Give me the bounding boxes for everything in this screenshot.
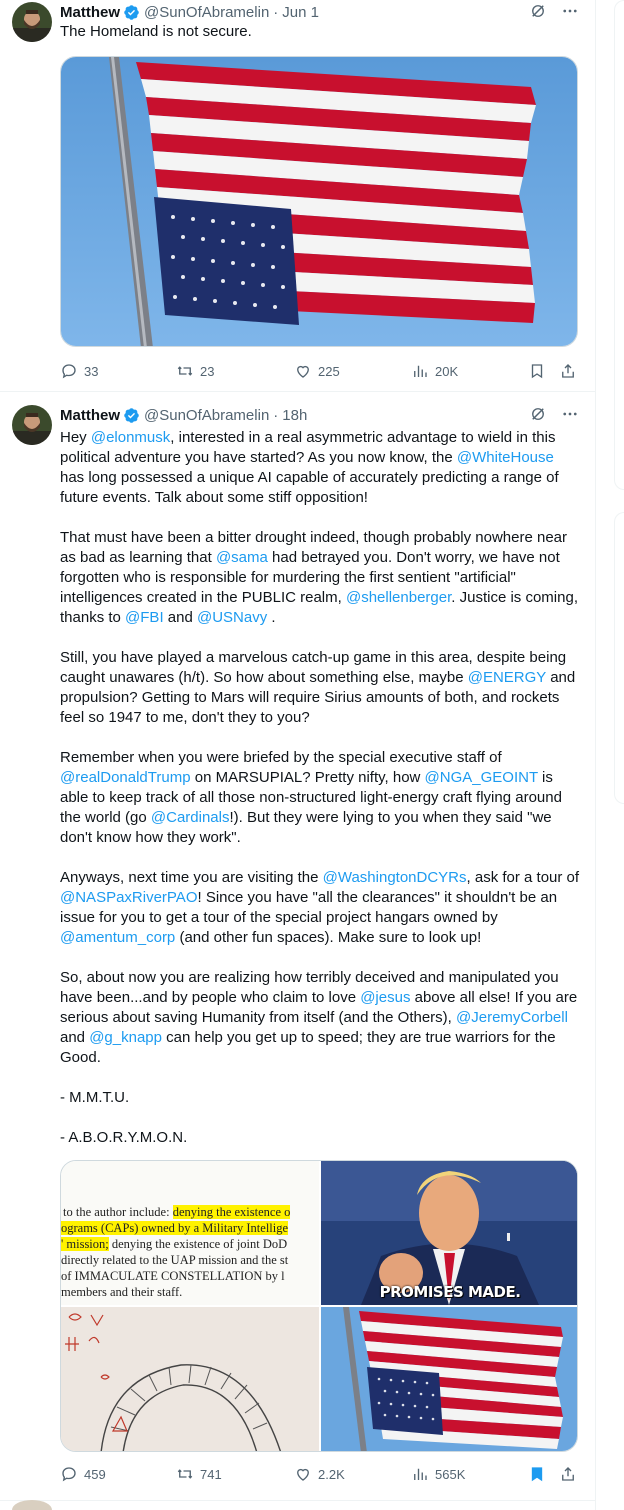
retweet-button[interactable] xyxy=(176,362,214,380)
media-flag-image[interactable] xyxy=(321,1307,578,1452)
sidebar-panel-edge xyxy=(614,512,624,804)
text-segment: and xyxy=(163,609,197,626)
bookmark-button[interactable] xyxy=(528,1465,546,1483)
mention-link[interactable]: @g_knapp xyxy=(89,1029,162,1046)
document-line xyxy=(61,1237,287,1252)
text-segment: of IMMACULATE CONSTELLATION by l xyxy=(61,1269,285,1283)
views-button[interactable] xyxy=(411,362,458,380)
reply-count: 459 xyxy=(84,1466,106,1482)
media-document-excerpt[interactable] xyxy=(61,1161,319,1305)
next-tweet-avatar[interactable] xyxy=(12,1500,52,1510)
heart-icon xyxy=(294,362,312,380)
document-line xyxy=(61,1221,288,1236)
like-count: 225 xyxy=(318,363,340,379)
tweet-paragraph xyxy=(60,648,580,728)
like-button[interactable] xyxy=(294,1465,345,1483)
reply-icon xyxy=(60,1465,78,1483)
mention-link[interactable]: @shellenberger xyxy=(345,589,452,606)
tweet-paragraph xyxy=(60,968,580,1068)
text-segment: ! Since you have "all the clearances" it shouldn't be an issue for you to get a tour of the special project hangars owned by xyxy=(60,889,558,926)
avatar[interactable] xyxy=(12,2,52,42)
tweet[interactable] xyxy=(0,393,595,1501)
tweet-text xyxy=(60,428,580,1148)
mention-link[interactable]: @Cardinals xyxy=(150,809,230,826)
tweet[interactable] xyxy=(0,0,595,392)
author-name[interactable]: Matthew xyxy=(60,3,120,21)
reply-icon xyxy=(60,362,78,380)
tweet-paragraph xyxy=(60,1128,580,1148)
text-segment: , ask for a tour of xyxy=(466,869,580,886)
tweet-paragraph xyxy=(60,868,580,948)
text-segment: - M.M.T.U. xyxy=(60,1089,130,1106)
document-line xyxy=(63,1205,290,1220)
tweet-paragraph xyxy=(60,528,580,628)
highlighted-text: ' mission; xyxy=(61,1237,109,1251)
sidebar-panel-edge xyxy=(614,0,624,490)
share-button[interactable] xyxy=(559,362,577,380)
text-segment: That must have been a bitter drought indeed, though probably nowhere near as bad as learning that xyxy=(60,529,568,566)
document-line xyxy=(61,1253,288,1268)
text-segment: So, about now you are realizing how terribly deceived and manipulated you have been...and by people who claim to love xyxy=(60,969,559,1006)
bookmark-button[interactable] xyxy=(528,362,546,380)
separator: · xyxy=(273,3,279,21)
highlighted-text: denying the existence o xyxy=(172,1205,291,1219)
grok-icon[interactable] xyxy=(529,2,547,20)
document-line xyxy=(61,1269,285,1284)
retweet-icon xyxy=(176,362,194,380)
text-segment: can help you get up to speed; they are true warriors for the Good. xyxy=(60,1029,556,1066)
like-button[interactable] xyxy=(294,362,340,380)
share-icon xyxy=(559,362,577,380)
text-segment: !). But they were lying to you when they said "we don't know how they work". xyxy=(60,809,552,846)
mention-link[interactable]: @NGA_GEOINT xyxy=(424,769,538,786)
mention-link[interactable]: @USNavy xyxy=(196,609,268,626)
bookmark-icon xyxy=(528,362,546,380)
text-segment: had betrayed you. Don't worry, we have not forgotten who is responsible for murdering the first sentient "artificial" intelligences created in the PUBLIC realm, xyxy=(60,549,560,606)
mention-link[interactable]: @WashingtonDCYRs xyxy=(322,869,467,886)
upside-down-flag-image xyxy=(61,57,578,347)
mention-link[interactable]: @WhiteHouse xyxy=(456,449,554,466)
text-segment: , interested in a real asymmetric advantage to wield in this political adventure you have started? As you now know, the xyxy=(60,429,556,466)
text-segment: - A.B.O.R.Y.M.O.N. xyxy=(60,1129,188,1146)
text-segment: Anyways, next time you are visiting the xyxy=(60,869,323,886)
tweet-actions xyxy=(60,361,580,381)
mention-link[interactable]: @FBI xyxy=(125,609,164,626)
text-segment: . Justice is coming, thanks to xyxy=(60,589,578,626)
text-segment: is able to keep track of all those non-structured light-energy craft flying around the world (go xyxy=(60,769,562,826)
document-line xyxy=(61,1285,182,1300)
timestamp[interactable]: Jun 1 xyxy=(282,3,319,21)
grok-icon[interactable] xyxy=(529,405,547,423)
verified-badge-icon xyxy=(123,407,140,424)
share-icon xyxy=(559,1465,577,1483)
text-segment: and xyxy=(60,1029,90,1046)
text-segment: members and their staff. xyxy=(61,1285,183,1299)
verified-badge-icon xyxy=(123,4,140,21)
text-segment: on MARSUPIAL? Pretty nifty, how xyxy=(190,769,425,786)
retweet-icon xyxy=(176,1465,194,1483)
mention-link[interactable]: @JeremyCorbell xyxy=(456,1009,568,1026)
mention-link[interactable]: @amentum_corp xyxy=(60,929,176,946)
reply-count: 33 xyxy=(84,363,99,379)
text-segment: and propulsion? Getting to Mars will require Sirius amounts of both, and rockets feel so 1947 to me, don't they to you? xyxy=(60,669,576,726)
tweet-media-grid xyxy=(60,1160,578,1452)
views-button[interactable] xyxy=(411,1465,465,1483)
glyph-ring-sketch xyxy=(61,1307,319,1452)
tweet-header xyxy=(60,2,579,22)
avatar[interactable] xyxy=(12,405,52,445)
text-segment: Remember when you were briefed by the special executive staff of xyxy=(60,749,502,766)
tweet-header xyxy=(60,405,579,425)
meme-caption: PROMISES MADE. xyxy=(379,1283,521,1301)
mention-link[interactable]: @elonmusk xyxy=(90,429,171,446)
tweet-paragraph xyxy=(60,748,580,848)
author-handle[interactable]: @SunOfAbramelin xyxy=(144,3,270,21)
author-name[interactable]: Matthew xyxy=(60,406,120,424)
text-segment: directly related to the UAP mission and the st xyxy=(61,1253,289,1267)
timestamp[interactable]: 18h xyxy=(282,406,308,424)
views-chart-icon xyxy=(411,1465,429,1483)
author-handle[interactable]: @SunOfAbramelin xyxy=(144,406,270,424)
text-segment: Still, you have played a marvelous catch-up game in this area, despite being caught unawares (h/t). So how about something else, maybe xyxy=(60,649,567,686)
heart-icon xyxy=(294,1465,312,1483)
more-options-icon[interactable] xyxy=(561,2,579,20)
media-sketch-image[interactable] xyxy=(61,1307,319,1452)
view-count: 565K xyxy=(435,1466,466,1482)
media-meme-image[interactable] xyxy=(321,1161,578,1305)
view-count: 20K xyxy=(435,363,459,379)
retweet-count: 23 xyxy=(200,363,215,379)
mention-link[interactable]: @NASPaxRiverPAO xyxy=(60,889,198,906)
text-segment: has long possessed a unique AI capable of accurately predicting a range of future events. Talk about some stiff opposition! xyxy=(60,469,559,506)
views-chart-icon xyxy=(411,362,429,380)
text-segment: above all else! If you are serious about saving Humanity from itself (and the Others), xyxy=(60,989,578,1026)
like-count: 2.2K xyxy=(318,1466,345,1482)
text-segment: to the author include: xyxy=(63,1205,173,1219)
mention-link[interactable]: @sama xyxy=(215,549,268,566)
highlighted-text: ograms (CAPs) owned by a Military Intellige xyxy=(61,1221,289,1235)
more-options-icon[interactable] xyxy=(561,405,579,423)
text-segment: denying the existence of joint DoD xyxy=(108,1237,288,1251)
bookmark-filled-icon xyxy=(528,1465,546,1483)
share-button[interactable] xyxy=(559,1465,577,1483)
tweet-text: The Homeland is not secure. xyxy=(60,23,252,40)
retweet-button[interactable] xyxy=(176,1465,222,1483)
mention-link[interactable]: @realDonaldTrump xyxy=(60,769,191,786)
separator: · xyxy=(273,406,279,424)
text-segment: (and other fun spaces). Make sure to look up! xyxy=(175,929,482,946)
tweet-actions xyxy=(60,1464,580,1484)
mention-link[interactable]: @ENERGY xyxy=(467,669,547,686)
tweet-media-image[interactable] xyxy=(60,56,578,347)
retweet-count: 741 xyxy=(200,1466,222,1482)
mention-link[interactable]: @jesus xyxy=(360,989,411,1006)
text-segment: Hey xyxy=(60,429,91,446)
tweet-paragraph xyxy=(60,428,580,508)
upside-down-flag-image xyxy=(321,1307,578,1452)
reply-button[interactable] xyxy=(60,362,98,380)
tweet-paragraph xyxy=(60,1088,580,1108)
reply-button[interactable] xyxy=(60,1465,106,1483)
text-segment: . xyxy=(267,609,276,626)
